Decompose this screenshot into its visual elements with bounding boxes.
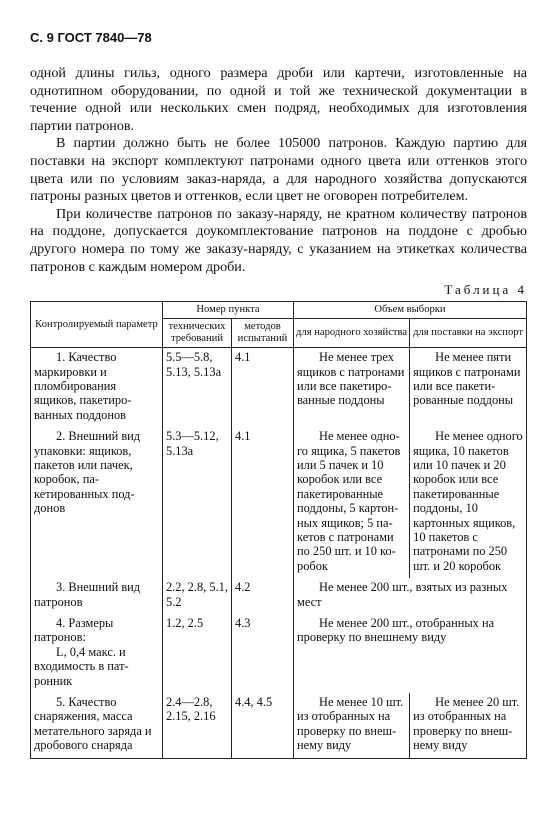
cell-param — [31, 614, 163, 693]
cell-method: 4.1 — [232, 348, 294, 428]
cell-param-main: 4. Размеры патронов: — [34, 616, 114, 645]
cell-tech: 2.2, 2.8, 5.1, 5.2 — [163, 578, 232, 614]
cell-export: Не менее 20 шт. из отобранных на проверку по внешнему виду — [410, 693, 527, 758]
header-tech: технических требований — [163, 319, 232, 348]
header-sample-group: Объем выборки — [294, 302, 527, 319]
header-param: Контролируемый параметр — [31, 302, 163, 348]
cell-method: 4.2 — [232, 578, 294, 614]
paragraph-2: В партии должно быть не более 105000 патронов. Каждую партию для поставки на экспорт комплектуют патронами одного цвета или оттенков этого цвета или по условиям заказ-наряда, а для народного хозяйства допускаются патроны разных цветов и оттенков, если цвет не оговорен потребителем. — [30, 135, 527, 205]
page-header: С. 9 ГОСТ 7840—78 — [30, 30, 152, 45]
paragraph-3: При количестве патронов по заказу-наряду, не кратном количеству патронов на поддоне, допускается доукомплектование патронов на поддоне с дробью другого номера по тому же заказу-наряду, с указанием на этикетках количества патронов с каждым номером дроби. — [30, 205, 527, 275]
cell-method: 4.3 — [232, 614, 294, 693]
table-row — [31, 427, 527, 578]
cell-tech: 5.5—5.8, 5.13, 5.13а — [163, 348, 232, 428]
table-row — [31, 578, 527, 614]
paragraph-1: одной длины гильз, одного размера дроби или картечи, изготовленные на однотипном оборудовании, по одной и той же технической документации в течение одной или нескольких смен подряд, необходимых для изготовления партии патронов. — [30, 65, 527, 134]
cell-national: Не менее 10 шт. из отобранных на проверку по внешнему виду — [294, 693, 410, 758]
cell-sample-combined: Не менее 200 шт., взятых из разных мест — [294, 578, 527, 614]
table-label: Таблица 4 — [444, 282, 527, 298]
table-row — [31, 348, 527, 428]
cell-param: 2. Внешний вид упаковки: ящиков, пакетов или пачек, коробок, пакетированных поддонов — [31, 427, 163, 578]
cell-tech: 5.3—5.12, 5.13а — [163, 427, 232, 578]
table-row — [31, 614, 527, 693]
cell-export: Не менее пяти ящиков с патронами или все пакетированные поддоны — [410, 348, 527, 428]
cell-method: 4.1 — [232, 427, 294, 578]
cell-param: 1. Качество маркировки и пломбирования ящиков, пакетированных поддонов — [31, 348, 163, 428]
table-row — [31, 693, 527, 758]
cell-param: 5. Качество снаряжения, масса метательного заряда и дробового снаряда — [31, 693, 163, 758]
cell-method: 4.4, 4.5 — [232, 693, 294, 758]
header-clause-group: Номер пункта — [163, 302, 294, 319]
cell-tech: 2.4—2.8, 2.15, 2.16 — [163, 693, 232, 758]
document-page — [30, 30, 527, 759]
control-table — [30, 301, 527, 759]
cell-national: Не менее трех ящиков с патронами или все пакетированные поддоны — [294, 348, 410, 428]
cell-national: Не менее одного ящика, 5 пакетов или 5 пачек и 10 коробок или все пакетированные поддоны, 5 картонных ящиков; 5 пакетов с патронами по 250 шт. и 10 коробок — [294, 427, 410, 578]
header-method: методов испытаний — [232, 319, 294, 348]
header-national: для народного хозяйства — [294, 319, 410, 348]
cell-export: Не менее одного ящика, 10 пакетов или 10 пачек и 20 коробок или все пакетированные поддоны, 10 картонных ящиков, 10 пакетов с патронами по 250 шт. и 20 коробок — [410, 427, 527, 578]
table-container — [30, 301, 527, 759]
cell-param-extra: L, 0,4 макс. и входимость в патронник — [34, 644, 129, 688]
cell-sample-combined: Не менее 200 шт., отобранных на проверку по внешнему виду — [294, 614, 527, 693]
cell-tech: 1.2, 2.5 — [163, 614, 232, 693]
cell-param: 3. Внешний вид патронов — [31, 578, 163, 614]
header-export: для поставки на экспорт — [410, 319, 527, 348]
